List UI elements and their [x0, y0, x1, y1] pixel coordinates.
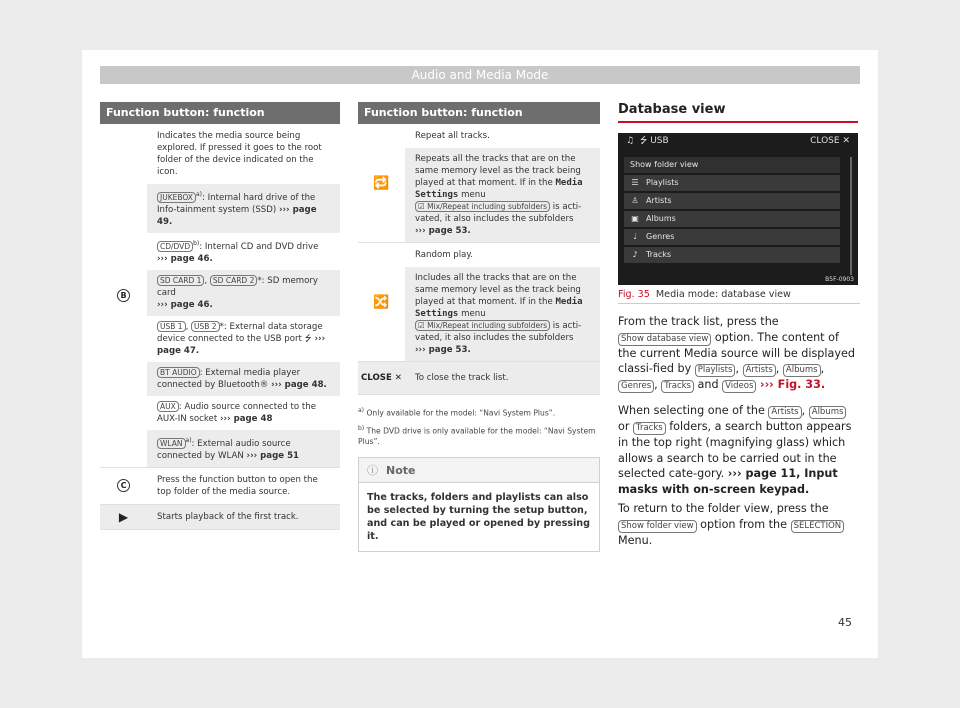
- note-box: [358, 457, 600, 552]
- footnote-mark: a): [195, 191, 202, 198]
- repeat-text: Repeats all the tracks that are on the same memory level as the track being played at that moment. If in the: [415, 154, 581, 188]
- figure-caption-text: Media mode: database view: [655, 289, 791, 300]
- cddvd-text: : Internal CD and DVD drive: [199, 241, 319, 252]
- playlist-icon: ☰: [631, 178, 639, 187]
- page-ref[interactable]: ››› page 49.: [157, 204, 317, 227]
- desc-cells: [147, 505, 340, 529]
- page-header: Audio and Media Mode: [100, 66, 860, 84]
- source-label: USB: [650, 136, 669, 146]
- usb-text: *: External data storage device connected to the USB port: [157, 321, 323, 344]
- callout-c: C: [117, 479, 130, 492]
- text: Menu.: [618, 533, 653, 547]
- text: To return to the folder view, press the: [618, 502, 829, 515]
- footnote-mark: b): [193, 239, 200, 247]
- aux-desc: [147, 396, 340, 430]
- figure-caption: [618, 289, 860, 304]
- usb-1-button: USB 1: [157, 321, 186, 332]
- play-desc: Starts playback of the first track.: [147, 505, 340, 529]
- screen-list: [624, 157, 840, 265]
- jukebox-text: : Internal hard drive of the Info-tainment system (SSD): [157, 192, 316, 215]
- page-ref[interactable]: ››› page 53.: [415, 226, 471, 236]
- jukebox-button: JUKEBOX: [157, 192, 196, 203]
- note-body: The tracks, folders and playlists can also be selected by turning the setup button, and can be played or opened by pressing it.: [367, 492, 591, 543]
- random-desc: [405, 267, 600, 361]
- figure-code: B5F-0903: [825, 276, 854, 283]
- scrollbar[interactable]: [850, 157, 852, 275]
- text: option from the: [696, 517, 791, 531]
- list-item[interactable]: [624, 157, 840, 173]
- key-cell: [100, 505, 147, 529]
- text: and: [693, 378, 723, 391]
- menu-name: Media Settings: [415, 297, 583, 319]
- close-icon: ✕: [842, 136, 850, 146]
- text: From the track list, press the: [618, 315, 779, 328]
- footnote-a: [358, 405, 600, 419]
- aux-text: : Audio source connected to the AUX-IN socket: [157, 401, 317, 424]
- sd-text: *: SD memory card: [157, 275, 318, 298]
- footnote-mark: b): [358, 424, 365, 432]
- screen-source: [626, 133, 669, 149]
- table-row: [100, 124, 340, 468]
- table-heading: Function button: function: [100, 102, 340, 124]
- desc-cells: [147, 124, 340, 467]
- wlan-text: : External audio source connected by WLAN: [157, 438, 291, 461]
- show-database-view-button: Show database view: [618, 333, 711, 346]
- artists-button: Artists: [743, 364, 776, 377]
- artists-button: Artists: [768, 406, 801, 419]
- guitar-icon: ♩: [633, 232, 637, 241]
- table-heading: Function button: function: [358, 102, 600, 124]
- c-desc: Press the function button to open the top folder of the media source.: [147, 468, 340, 504]
- note-title: Note: [386, 463, 416, 477]
- figure-ref[interactable]: ››› Fig. 33.: [759, 378, 826, 391]
- page-ref[interactable]: ››› page 46.: [157, 299, 213, 310]
- page-ref[interactable]: ››› page 46.: [157, 253, 213, 264]
- mix-repeat-button: ☑ Mix/Repeat including subfolders: [415, 320, 550, 331]
- footnote-mark: a): [185, 436, 192, 444]
- figure-number: Fig. 35: [618, 289, 650, 300]
- footnote-mark: a): [358, 407, 365, 414]
- tracks-button: Tracks: [661, 380, 694, 393]
- paragraph-3: [618, 501, 860, 548]
- desc-cells: [405, 124, 600, 242]
- footnote-text: Only available for the model: “Navi System Plus”.: [366, 408, 556, 418]
- sd-card-1-button: SD CARD 1: [157, 275, 204, 286]
- left-function-table: [100, 102, 340, 530]
- key-cell: [358, 362, 405, 394]
- list-item[interactable]: [624, 175, 840, 191]
- list-item[interactable]: [624, 247, 840, 263]
- mix-repeat-label: Mix/Repeat including subfolders: [427, 202, 548, 211]
- note-icon: ♪: [632, 250, 638, 259]
- key-cell: [358, 243, 405, 361]
- music-icon: ♫: [626, 136, 635, 146]
- wlan-desc: [147, 430, 340, 467]
- close-button[interactable]: [810, 136, 850, 146]
- repeat-text: is acti-vated, it also includes the subfolders: [415, 202, 582, 224]
- usb-icon: ⭍: [639, 136, 648, 146]
- usb-2-button: USB 2: [191, 321, 220, 332]
- mid-function-table: [358, 102, 600, 552]
- show-folder-view-button: Show folder view: [618, 520, 697, 533]
- footnote-b: [358, 423, 600, 448]
- random-title: Random play.: [405, 243, 600, 267]
- random-text: is acti-vated, it also includes the subfolders: [415, 321, 582, 343]
- close-key: CLOSE ✕: [360, 373, 403, 383]
- bt-desc: [147, 362, 340, 396]
- note-header: [359, 458, 599, 483]
- shuffle-icon: 🔀: [373, 294, 390, 310]
- key-cell: [358, 124, 405, 242]
- table-row: [358, 124, 600, 243]
- close-desc: To close the track list.: [405, 362, 600, 394]
- section-title: Database view: [618, 102, 858, 123]
- albums-button: Albums: [783, 364, 821, 377]
- item-label: Tracks: [646, 250, 672, 259]
- callout-b: B: [117, 289, 130, 302]
- info-icon: ⓘ: [367, 464, 378, 478]
- paragraph-2: When selecting one of the Artists , Albums or Tracks folders, a search button appears in the top right (magnifying glass) which allows a search to be carried out in the selected cate-gory. ››› page 11, Input masks with on-screen keypad.: [618, 404, 852, 496]
- tracks-button: Tracks: [633, 422, 666, 435]
- item-label: Artists: [646, 196, 672, 205]
- infotainment-screen: [618, 133, 858, 285]
- page-number: 45: [838, 616, 852, 629]
- repeat-title: Repeat all tracks.: [405, 124, 600, 148]
- person-icon: ♙: [631, 196, 639, 205]
- mix-repeat-label: Mix/Repeat including subfolders: [427, 321, 548, 330]
- key-cell: [100, 468, 147, 504]
- albums-button: Albums: [809, 406, 847, 419]
- wlan-button: WLAN: [157, 438, 186, 449]
- usb-icon: ⭍: [304, 333, 312, 344]
- repeat-desc: [405, 148, 600, 242]
- page-ref[interactable]: ››› page 11, Input masks with on-screen keypad.: [618, 467, 838, 496]
- jukebox-desc: [147, 184, 340, 233]
- page-ref[interactable]: ››› page 48: [219, 413, 273, 424]
- menu-name: Media Settings: [415, 178, 583, 200]
- item-label: Playlists: [646, 178, 679, 187]
- paragraph-1: From the track list, press the Show database view option. The content of the current Media source will be displayed classi-fied by Playlists , Artists , Albums , Genres , Tracks and Videos ››› Fig. 33.: [618, 315, 855, 391]
- list-item[interactable]: [624, 211, 840, 227]
- text: or: [618, 420, 634, 433]
- table-row: [358, 362, 600, 395]
- list-item[interactable]: [624, 229, 840, 245]
- page-ref[interactable]: ››› page 53.: [415, 345, 471, 355]
- sd-desc: SD CARD 1 , SD CARD 2 *: SD memory card ››› page 46.: [147, 270, 340, 316]
- b-intro: Indicates the media source being explored. If pressed it goes to the root folder of the device indicated on the icon.: [147, 124, 340, 184]
- text: When selecting one of the: [618, 404, 769, 417]
- random-text: menu: [458, 309, 486, 319]
- footnote-text: The DVD drive is only available for the model: “Navi System Plus”.: [358, 426, 596, 447]
- desc-cells: [405, 243, 600, 361]
- usb-desc: USB 1 , USB 2 *: External data storage device connected to the USB port ⭍ ››› page 47.: [147, 316, 340, 362]
- bt-text: : External media player connected by Bluetooth®: [157, 367, 301, 390]
- screen-topbar: [618, 133, 858, 149]
- cddvd-desc: [147, 233, 340, 270]
- text: folders, a search button appears in the top right (magnifying glass) which allows a search to be carried out in the selected cate-gory.: [618, 420, 852, 480]
- text: option. The content of the current Media source will be displayed classi-fied by: [618, 330, 855, 375]
- key-cell: [100, 124, 147, 467]
- right-column: [618, 102, 860, 548]
- selection-button: SELECTION: [791, 520, 845, 533]
- close-label: CLOSE: [810, 136, 840, 146]
- item-label: Albums: [646, 214, 676, 223]
- videos-button: Videos: [722, 380, 756, 393]
- repeat-icon: 🔁: [373, 175, 390, 191]
- page-ref[interactable]: ››› page 51: [246, 450, 300, 461]
- mix-repeat-button: ☑ Mix/Repeat including subfolders: [415, 201, 550, 212]
- page-ref[interactable]: ››› page 48.: [271, 379, 327, 390]
- table-row: [100, 505, 340, 530]
- aux-button: AUX: [157, 401, 179, 412]
- random-text: Includes all the tracks that are on the same memory level as the track being played at that moment. If in the: [415, 273, 581, 307]
- desc-cells: [147, 468, 340, 504]
- item-label: Genres: [646, 232, 675, 241]
- repeat-text: menu: [458, 190, 486, 200]
- bt-audio-button: BT AUDIO: [157, 367, 200, 378]
- table-row: [100, 468, 340, 505]
- page-ref[interactable]: ››› page 47.: [157, 333, 326, 356]
- genres-button: Genres: [618, 380, 654, 393]
- playlists-button: Playlists: [695, 364, 736, 377]
- sd-card-2-button: SD CARD 2: [210, 275, 257, 286]
- list-item[interactable]: [624, 193, 840, 209]
- desc-cells: [405, 362, 600, 394]
- cddvd-button: CD/DVD: [157, 241, 193, 252]
- table-row: [358, 243, 600, 362]
- album-icon: ▣: [631, 214, 639, 223]
- item-label: Show folder view: [630, 160, 699, 169]
- play-icon: ▶: [118, 509, 129, 524]
